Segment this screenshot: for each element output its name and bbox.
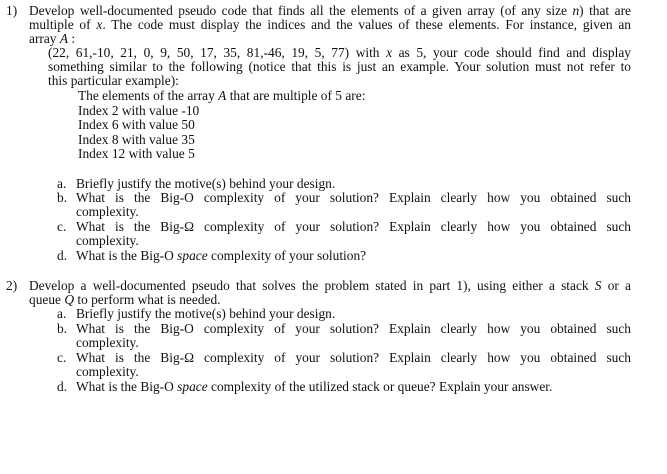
q1-sub-d-text: What is the Big-O space complexity of your solution? [76, 248, 367, 263]
q1-sub-c-line-2: complexity. [76, 233, 139, 248]
q1-sub-c-line-1: What is the Big-Ω complexity of your solution? Explain clearly how you obtained such [76, 219, 631, 234]
q1-sub-c-letter: c. [57, 219, 67, 234]
q2-line-2: queue Q to perform what is needed. [29, 292, 221, 307]
q1-output-line: Index 12 with value 5 [78, 146, 195, 161]
q2-sub-b-line-1: What is the Big-O complexity of your solution? Explain clearly how you obtained such [76, 321, 631, 336]
q1-sub-b-line-1: What is the Big-O complexity of your solution? Explain clearly how you obtained such [76, 190, 631, 205]
q2-sub-c-line-2: complexity. [76, 364, 139, 379]
q1-output-line: Index 6 with value 50 [78, 117, 195, 132]
q2-sub-c-letter: c. [57, 350, 67, 365]
q1-sub-b-line-2: complexity. [76, 204, 139, 219]
q2-sub-b-line-2: complexity. [76, 335, 139, 350]
q2-sub-d-text: What is the Big-O space complexity of the utilized stack or queue? Explain your answer. [76, 379, 553, 394]
q2-sub-d-letter: d. [57, 379, 68, 394]
q1-sub-a-text: Briefly justify the motive(s) behind your design. [76, 176, 336, 191]
q1-output-line: Index 2 with value -10 [78, 103, 200, 118]
q1-example-line-2: something similar to the following (notice that this is just an example. Your solution must not refer to [48, 59, 631, 74]
q1-output-line: Index 8 with value 35 [78, 132, 195, 147]
q1-sub-a-letter: a. [57, 176, 67, 191]
q2-sub-a-letter: a. [57, 306, 67, 321]
q1-number: 1) [6, 3, 18, 18]
q1-output-header: The elements of the array A that are multiple of 5 are: [78, 88, 366, 103]
q1-line-3: array A : [29, 31, 76, 46]
q2-number: 2) [6, 278, 18, 293]
q2-line-1: Develop a well-documented pseudo that solves the problem stated in part 1), using either a stack S or a [29, 278, 631, 293]
q1-sub-d-letter: d. [57, 248, 68, 263]
q2-sub-b-letter: b. [57, 321, 68, 336]
q1-line-2: multiple of x. The code must display the indices and the values of these elements. For instance, given an [29, 17, 632, 32]
q2-sub-c-line-1: What is the Big-Ω complexity of your solution? Explain clearly how you obtained such [76, 350, 631, 365]
q1-sub-b-letter: b. [57, 190, 68, 205]
q2-sub-a-text: Briefly justify the motive(s) behind your design. [76, 306, 336, 321]
q1-example-line-1: (22, 61,-10, 21, 0, 9, 50, 17, 35, 81,-46, 19, 5, 77) with x as 5, your code should find and display [48, 45, 631, 60]
q1-line-1: Develop well-documented pseudo code that finds all the elements of a given array (of any size n) that are [29, 3, 631, 18]
q1-example-line-3: this particular example): [48, 73, 179, 88]
